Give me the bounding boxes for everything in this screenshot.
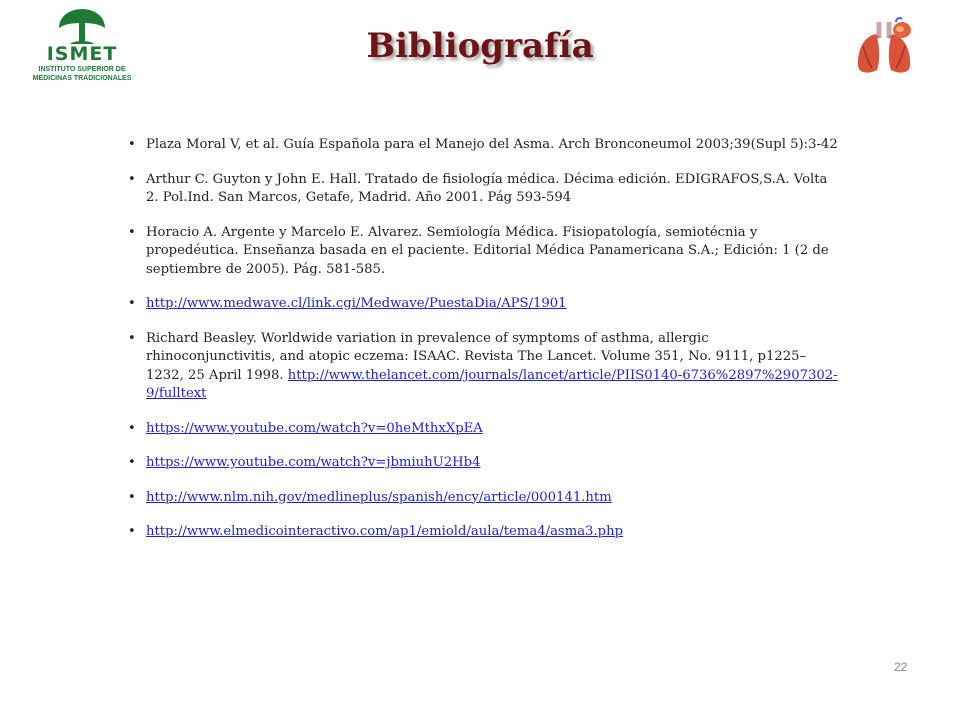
reference-item — [128, 454, 838, 473]
reference-link-youtube-2[interactable]: https://www.youtube.com/watch?v=jbmiuhU2Hb4 — [146, 455, 481, 470]
reference-link-lancet[interactable]: http://www.thelancet.com/journals/lancet/article/PIIS0140-6736%2897%2907302-9/fulltext — [146, 367, 838, 401]
reference-link-medwave[interactable]: http://www.medwave.cl/link.cgi/Medwave/PuestaDia/APS/1901 — [146, 296, 567, 311]
logo-subtitle-line2: MEDICINAS TRADICIONALES — [32, 75, 132, 82]
reference-item — [128, 330, 838, 404]
reference-item — [128, 523, 838, 542]
reference-item — [128, 171, 838, 208]
reference-item — [128, 420, 838, 439]
reference-item — [128, 489, 838, 508]
reference-item — [128, 136, 838, 155]
reference-text: Horacio A. Argente y Marcelo E. Alvarez. Semiología Médica. Fisiopatología, semiotécnia y propedéutica. Enseñanza basada en el paciente. Editorial Médica Panamericana S.A.; Edición: 1 (2 de septiembre de 2005). Pág. 581-585. — [146, 224, 829, 277]
page-number: 22 — [894, 660, 908, 674]
reference-link-elmedicointeractivo[interactable]: http://www.elmedicointeractivo.com/ap1/emiold/aula/tema4/asma3.php — [146, 524, 624, 539]
reference-text: Plaza Moral V, et al. Guía Española para el Manejo del Asma. Arch Bronconeumol 2003;39(Supl 5):3-42 — [146, 137, 838, 152]
reference-link-youtube-1[interactable]: https://www.youtube.com/watch?v=0heMthxXpEA — [146, 420, 483, 436]
logo-subtitle-line1: INSTITUTO SUPERIOR DE — [38, 66, 126, 73]
page-title: Bibliografía — [366, 26, 594, 66]
reference-item — [128, 224, 838, 280]
reference-text: Arthur C. Guyton y John E. Hall. Tratado de fisiología médica. Décima edición. EDIGRAFOS,S.A. Volta 2. Pol.Ind. San Marcos, Getafe, Madrid. Año 2001. Pág 593-594 — [146, 171, 828, 205]
lungs-icon — [852, 16, 916, 78]
logo-name: ISMET — [46, 43, 118, 65]
reference-link-medlineplus[interactable]: http://www.nlm.nih.gov/medlineplus/spanish/ency/article/000141.htm — [146, 489, 612, 505]
reference-item — [128, 295, 838, 314]
reference-text: Richard Beasley. Worldwide variation in prevalence of symptoms of asthma, allergic rhinoconjunctivitis, and atopic eczema: ISAAC. Revista The Lancet. Volume 351, No. 9111, p1225–1232, 25 April 1998. — [146, 330, 807, 383]
reference-list — [128, 136, 838, 558]
